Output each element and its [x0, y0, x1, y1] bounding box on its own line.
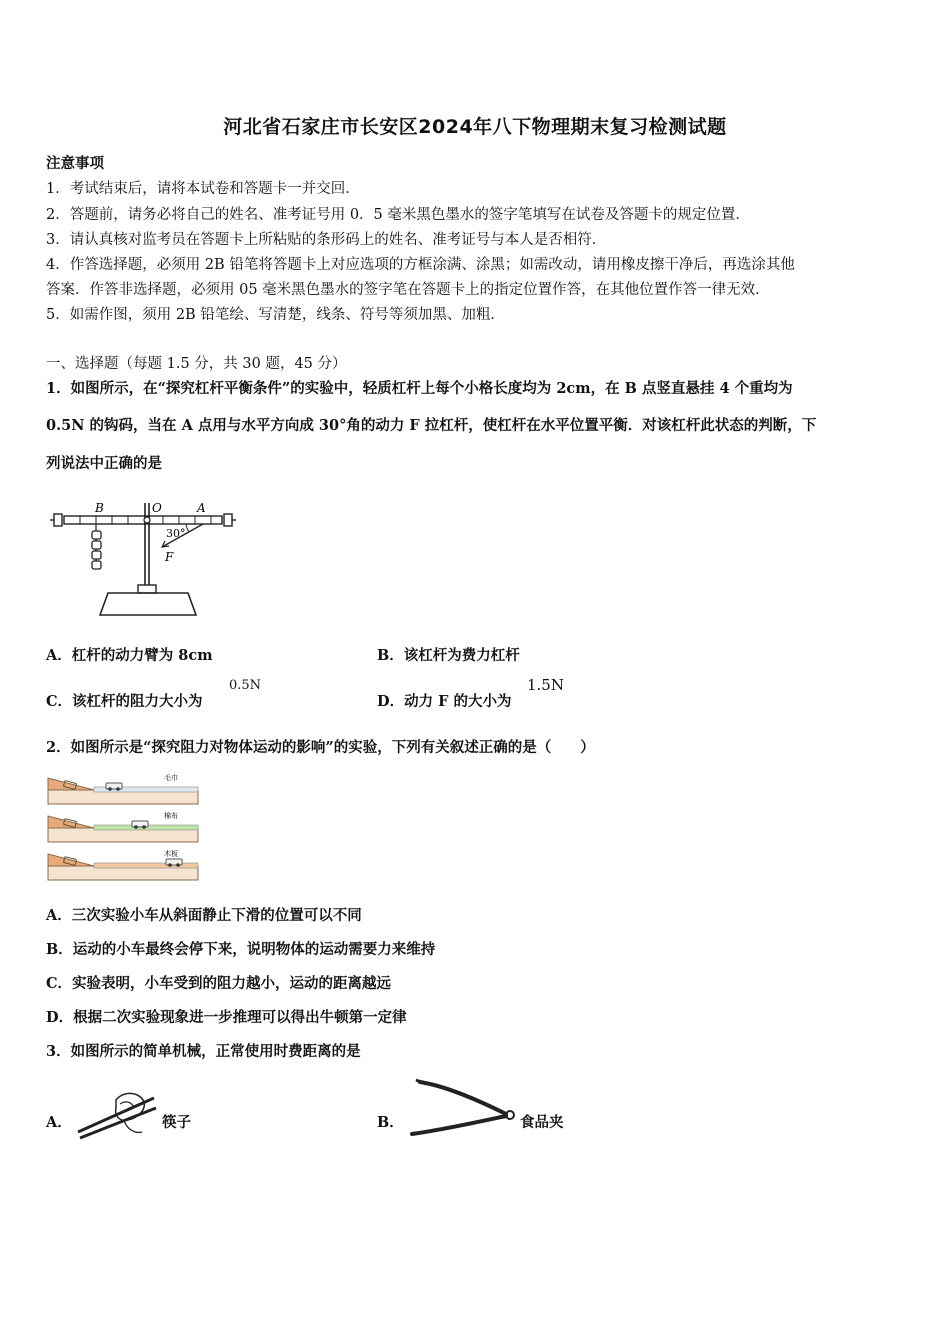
label-angle: 30° — [166, 527, 186, 540]
q1-stem-line3: 列说法中正确的是 — [46, 455, 162, 472]
q3-option-b-letter: B． — [377, 1114, 404, 1131]
q1-option-b: B．该杠杆为费力杠杆 — [377, 647, 520, 664]
chopsticks-image — [74, 1090, 158, 1142]
notice-item: 答案．作答非选择题，必须用 05 毫米黑色墨水的签字笔在答题卡上的指定位置作答，在其他位置作答一律无效． — [46, 282, 770, 298]
q2-option-d: D．根据二次实验现象进一步推理可以得出牛顿第一定律 — [46, 1009, 407, 1026]
exam-title: 河北省石家庄市长安区2024年八下物理期末复习检测试题 — [223, 116, 727, 138]
notice-heading: 注意事项 — [46, 155, 104, 172]
q2-option-c: C．实验表明，小车受到的阻力越小，运动的距离越远 — [46, 975, 392, 992]
notice-item: 3．请认真核对监考员在答题卡上所粘贴的条形码上的姓名、准考证号与本人是否相符． — [46, 232, 607, 248]
q3-option-b-label: 食品夹 — [520, 1114, 564, 1131]
q2-option-a: A．三次实验小车从斜面静止下滑的位置可以不同 — [46, 907, 362, 924]
food-tongs-image — [406, 1076, 518, 1140]
friction-figure — [46, 770, 201, 886]
q1-stem-line2: 0.5N 的钩码，当在 A 点用与水平方向成 30°角的动力 F 拉杠杆，使杠杆在水平位置平衡．对该杠杆此状态的判断，下 — [46, 417, 817, 434]
q1-stem-line1: 1．如图所示，在“探究杠杆平衡条件”的实验中，轻质杠杆上每个小格长度均为 2cm，在 B 点竖直悬挂 4 个重均为 — [46, 380, 793, 397]
notice-item: 5．如需作图，须用 2B 铅笔绘、写清楚，线条、符号等须加黑、加粗． — [46, 307, 505, 323]
q1-option-d-value: 1.5N — [527, 676, 564, 694]
notice-item: 1．考试结束后，请将本试卷和答题卡一并交回． — [46, 181, 360, 197]
q3-option-a-label: 筷子 — [162, 1114, 191, 1131]
q1-option-a: A．杠杆的动力臂为 8cm — [46, 647, 213, 664]
q1-option-c-value: 0.5N — [229, 678, 262, 693]
q2-stem: 2．如图所示是“探究阻力对物体运动的影响”的实验，下列有关叙述正确的是（ ） — [46, 739, 595, 756]
q3-stem: 3．如图所示的简单机械，正常使用时费距离的是 — [46, 1043, 361, 1060]
label-o: O — [152, 501, 162, 515]
surface-label-1: 毛巾 — [164, 774, 178, 782]
q2-option-b: B．运动的小车最终会停下来，说明物体的运动需要力来维持 — [46, 941, 436, 958]
label-a: A — [197, 501, 206, 515]
q1-option-c: C．该杠杆的阻力大小为 — [46, 693, 203, 710]
surface-label-2: 棉布 — [164, 812, 178, 820]
surface-label-3: 木板 — [164, 850, 178, 858]
notice-item: 4．作答选择题，必须用 2B 铅笔将答题卡上对应选项的方框涂满、涂黑；如需改动，请用橡皮擦干净后，再选涂其他 — [46, 257, 795, 273]
section-heading: 一、选择题（每题 1.5 分，共 30 题，45 分） — [46, 356, 347, 372]
q1-option-d: D．动力 F 的大小为 — [377, 693, 512, 710]
lever-figure — [50, 495, 245, 620]
label-b: B — [95, 501, 104, 515]
q3-option-a-letter: A． — [46, 1114, 72, 1131]
label-f: F — [165, 550, 174, 564]
notice-item: 2．答题前，请务必将自己的姓名、准考证号用 0．5 毫米黑色墨水的签字笔填写在试卷及答题卡的规定位置． — [46, 207, 750, 223]
